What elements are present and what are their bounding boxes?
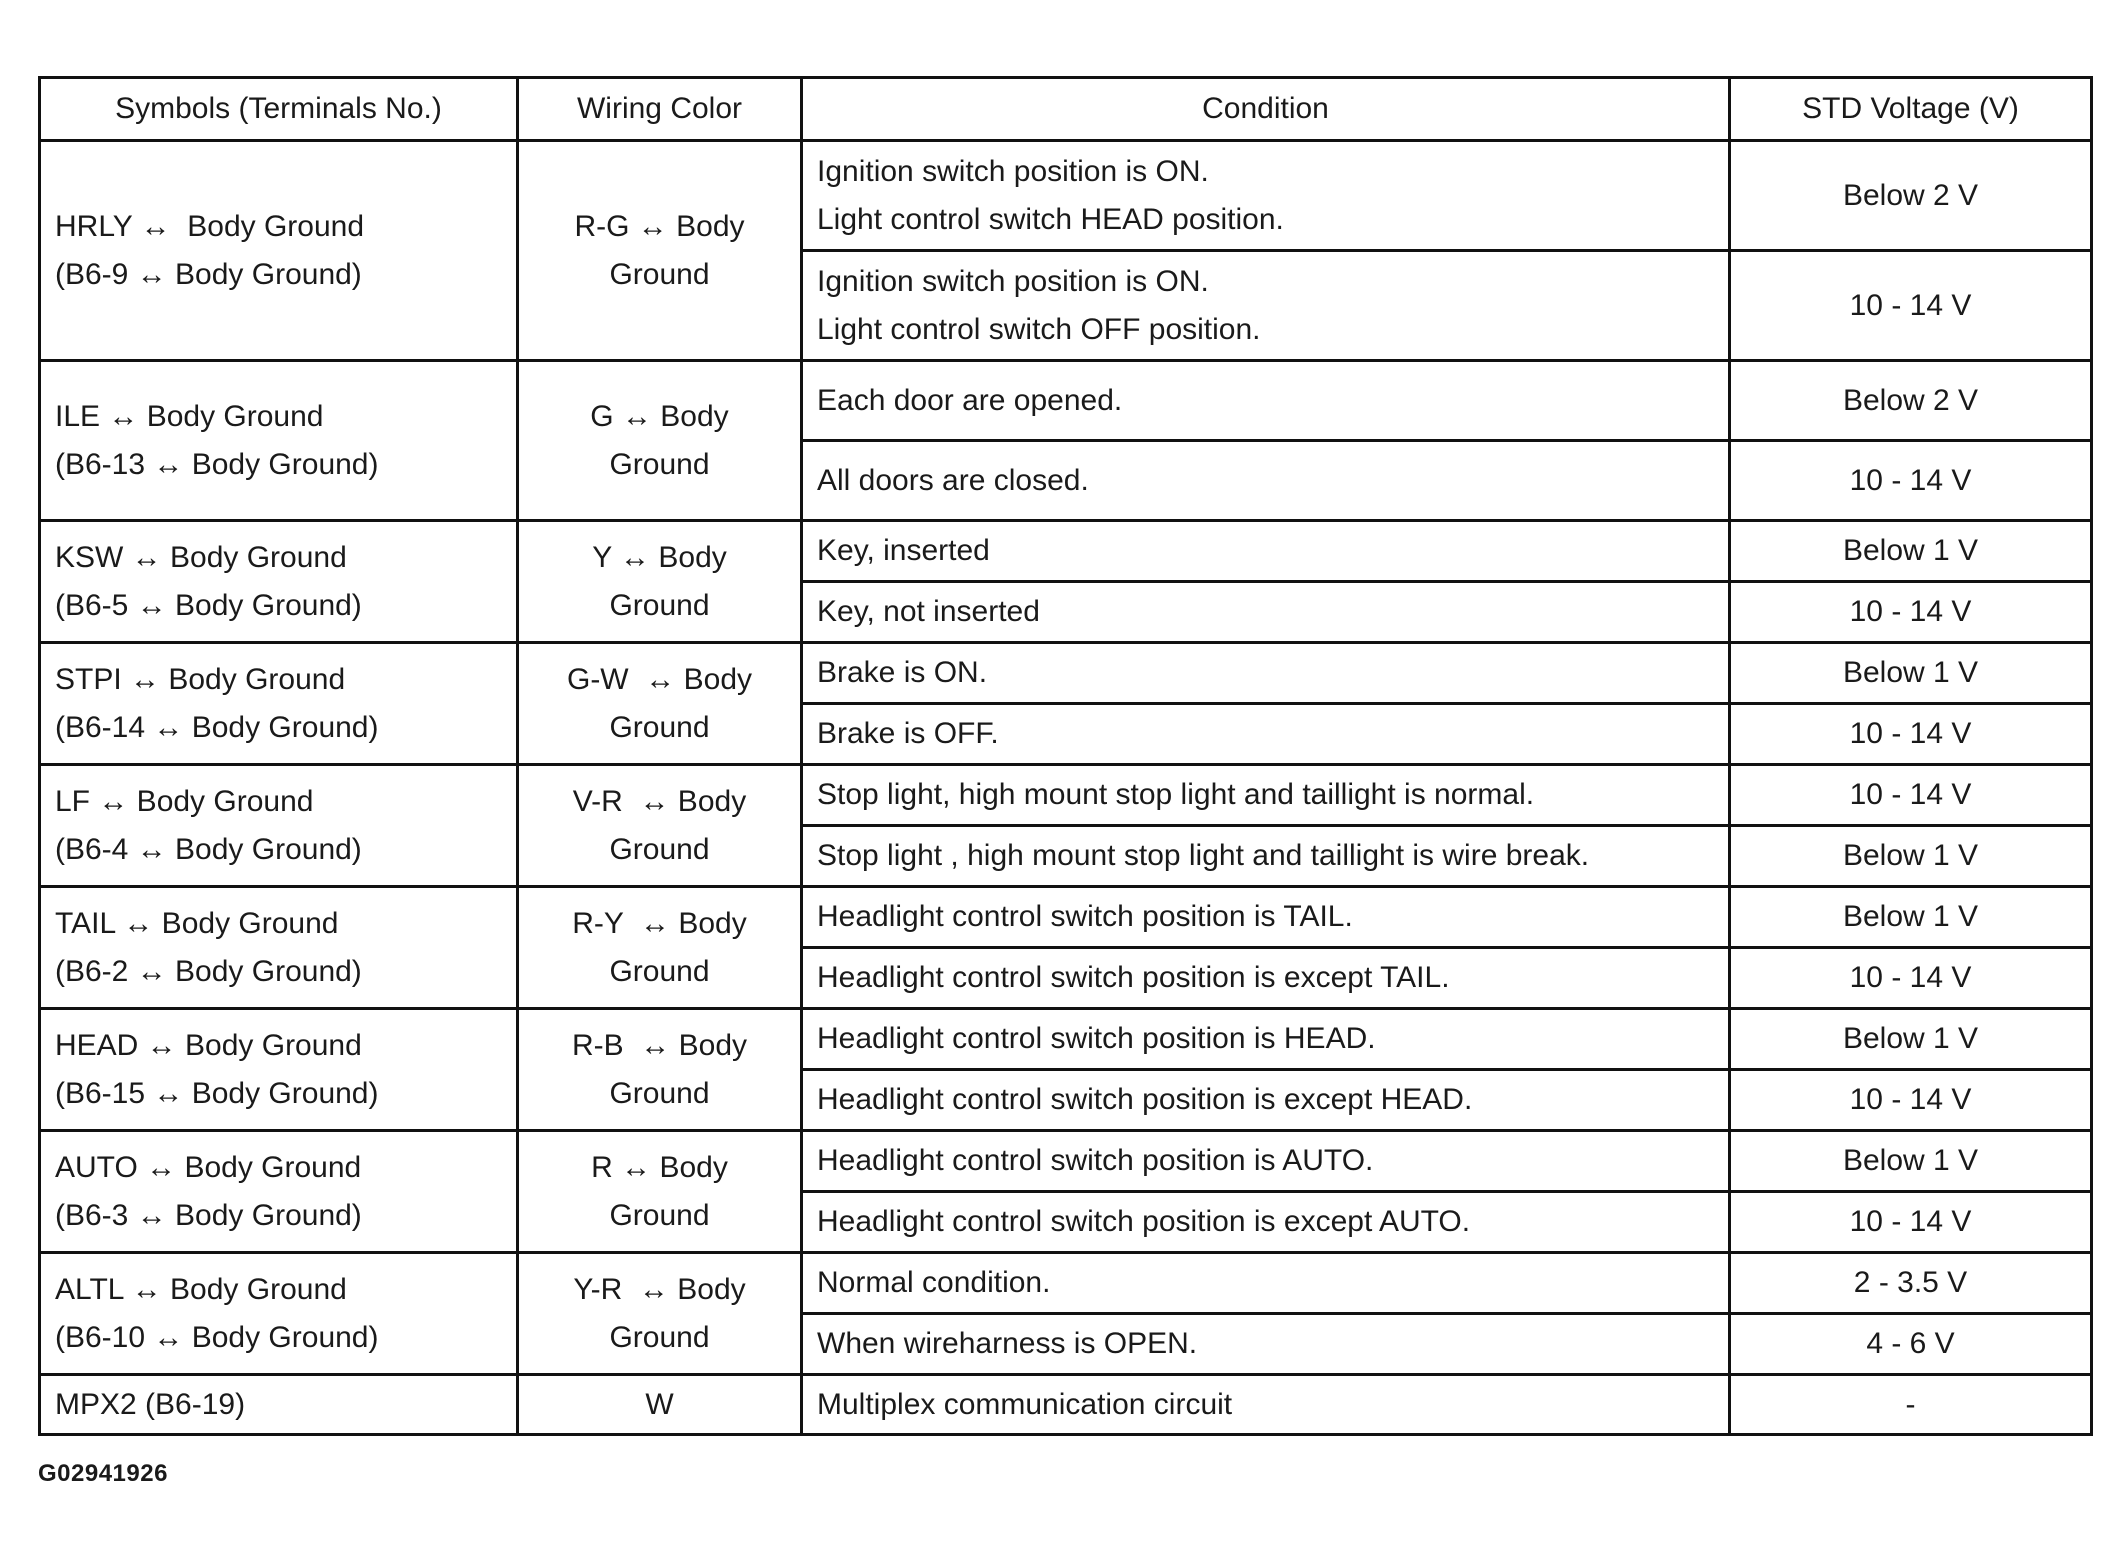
wiring-color-cell	[518, 1375, 802, 1435]
table-row	[40, 1375, 2092, 1435]
wiring-color-label: R-Y ↔ Body	[572, 906, 747, 940]
voltage-value: 10 - 14 V	[1849, 961, 1972, 994]
voltage-value: 10 - 14 V	[1849, 463, 1972, 497]
voltage-value: 2 - 3.5 V	[1853, 1266, 1968, 1299]
symbol-label: STPI ↔ Body Ground	[55, 662, 346, 696]
condition-text: Headlight control switch position is HEAD.	[817, 1022, 1376, 1055]
voltage-cell	[1730, 948, 2092, 1009]
terminal-voltage-table	[38, 76, 2093, 1436]
figure-id: G02941926	[38, 1460, 168, 1487]
voltage-cell	[1730, 887, 2092, 948]
table-row	[40, 887, 2092, 948]
voltage-value: Below 1 V	[1842, 656, 1979, 689]
voltage-cell	[1730, 1131, 2092, 1192]
voltage-cell	[1730, 1253, 2092, 1314]
voltage-value: -	[1905, 1387, 1916, 1421]
voltage-value: Below 1 V	[1842, 1022, 1979, 1055]
terminal-label: (B6-15 ↔ Body Ground)	[55, 1076, 379, 1110]
symbol-label: HEAD ↔ Body Ground	[55, 1028, 362, 1062]
voltage-cell	[1730, 1192, 2092, 1253]
voltage-cell	[1730, 826, 2092, 887]
terminal-label: (B6-10 ↔ Body Ground)	[55, 1320, 379, 1354]
voltage-value: 10 - 14 V	[1849, 778, 1972, 811]
condition-cell	[802, 441, 1730, 521]
table-row	[40, 361, 2092, 441]
voltage-value: 10 - 14 V	[1849, 1205, 1972, 1238]
condition-cell	[802, 1314, 1730, 1375]
symbol-label: KSW ↔ Body Ground	[55, 540, 347, 574]
voltage-value: Below 1 V	[1842, 900, 1979, 933]
condition-cell	[802, 1192, 1730, 1253]
symbol-cell	[40, 1253, 518, 1375]
condition-text: Light control switch HEAD position.	[817, 202, 1284, 236]
wiring-color-cell	[518, 141, 802, 361]
voltage-value: 10 - 14 V	[1849, 288, 1972, 322]
condition-cell	[802, 765, 1730, 826]
wiring-color-label: Y ↔ Body	[592, 540, 727, 574]
condition-text: Brake is OFF.	[817, 717, 999, 750]
wiring-color-cell	[518, 765, 802, 887]
condition-text: Headlight control switch position is AUTO.	[817, 1144, 1374, 1177]
terminal-label: (B6-4 ↔ Body Ground)	[55, 832, 362, 866]
condition-cell	[802, 582, 1730, 643]
wiring-ground-label: Ground	[609, 710, 710, 744]
symbol-cell	[40, 1131, 518, 1253]
condition-cell	[802, 1009, 1730, 1070]
wiring-color-label: G-W ↔ Body	[566, 662, 753, 696]
voltage-cell	[1730, 1375, 2092, 1435]
condition-text: All doors are closed.	[817, 463, 1089, 497]
condition-text: Brake is ON.	[817, 656, 988, 689]
condition-cell	[802, 521, 1730, 582]
voltage-cell	[1730, 1009, 2092, 1070]
condition-text: Multiplex communication circuit	[817, 1387, 1233, 1421]
wiring-color-cell	[518, 1131, 802, 1253]
condition-cell	[802, 141, 1730, 251]
condition-text: Ignition switch position is ON.	[817, 264, 1209, 298]
wiring-color-label: R-G ↔ Body	[574, 209, 745, 243]
voltage-cell	[1730, 251, 2092, 361]
wiring-color-label: W	[645, 1387, 674, 1421]
voltage-cell	[1730, 521, 2092, 582]
condition-text: Normal condition.	[817, 1266, 1051, 1299]
terminal-label: (B6-5 ↔ Body Ground)	[55, 588, 362, 622]
wiring-color-label: G ↔ Body	[590, 399, 729, 433]
voltage-cell	[1730, 643, 2092, 704]
wiring-color-cell	[518, 1253, 802, 1375]
voltage-value: Below 2 V	[1842, 383, 1979, 417]
table-row	[40, 643, 2092, 704]
header-symbols: Symbols (Terminals No.)	[40, 78, 518, 141]
condition-text: Ignition switch position is ON.	[817, 154, 1209, 188]
condition-cell	[802, 643, 1730, 704]
wiring-ground-label: Ground	[609, 954, 710, 988]
symbol-cell	[40, 1009, 518, 1131]
condition-cell	[802, 1253, 1730, 1314]
condition-cell	[802, 887, 1730, 948]
table-body	[40, 141, 2092, 1435]
table-row	[40, 1131, 2092, 1192]
voltage-value: Below 1 V	[1842, 534, 1979, 567]
condition-text: Headlight control switch position is TAIL.	[817, 900, 1353, 933]
condition-cell	[802, 826, 1730, 887]
voltage-value: 10 - 14 V	[1849, 717, 1972, 750]
condition-text: Light control switch OFF position.	[817, 312, 1261, 346]
voltage-cell	[1730, 765, 2092, 826]
condition-cell	[802, 251, 1730, 361]
voltage-cell	[1730, 704, 2092, 765]
condition-cell	[802, 1375, 1730, 1435]
wiring-ground-label: Ground	[609, 588, 710, 622]
voltage-value: Below 2 V	[1842, 178, 1979, 212]
voltage-cell	[1730, 582, 2092, 643]
condition-cell	[802, 704, 1730, 765]
voltage-value: 10 - 14 V	[1849, 1083, 1972, 1116]
condition-text: Stop light , high mount stop light and taillight is wire break.	[817, 839, 1590, 872]
symbol-cell	[40, 887, 518, 1009]
terminal-label: (B6-9 ↔ Body Ground)	[55, 257, 362, 291]
wiring-color-label: R ↔ Body	[591, 1150, 728, 1184]
table-row	[40, 141, 2092, 251]
condition-text: Key, not inserted	[817, 595, 1040, 628]
symbol-label: ILE ↔ Body Ground	[55, 399, 324, 433]
symbol-cell	[40, 361, 518, 521]
wiring-ground-label: Ground	[609, 1320, 710, 1354]
voltage-value: 4 - 6 V	[1866, 1327, 1955, 1360]
voltage-cell	[1730, 141, 2092, 251]
wiring-color-cell	[518, 521, 802, 643]
terminal-label: (B6-13 ↔ Body Ground)	[55, 447, 379, 481]
header-wiring-color: Wiring Color	[518, 78, 802, 141]
condition-cell	[802, 1131, 1730, 1192]
condition-cell	[802, 361, 1730, 441]
header-row	[40, 78, 2092, 141]
table-row	[40, 521, 2092, 582]
wiring-ground-label: Ground	[609, 832, 710, 866]
condition-text: When wireharness is OPEN.	[817, 1327, 1198, 1360]
voltage-cell	[1730, 1070, 2092, 1131]
terminal-label: (B6-14 ↔ Body Ground)	[55, 710, 379, 744]
voltage-value: Below 1 V	[1842, 839, 1979, 872]
condition-text: Headlight control switch position is except AUTO.	[817, 1205, 1471, 1238]
symbol-cell	[40, 643, 518, 765]
symbol-label: ALTL ↔ Body Ground	[55, 1272, 347, 1306]
symbol-label: AUTO ↔ Body Ground	[55, 1150, 362, 1184]
condition-text: Each door are opened.	[817, 383, 1123, 417]
wiring-color-label: R-B ↔ Body	[571, 1028, 748, 1062]
wiring-ground-label: Ground	[609, 1198, 710, 1232]
condition-cell	[802, 1070, 1730, 1131]
symbol-cell	[40, 141, 518, 361]
symbol-cell	[40, 521, 518, 643]
wiring-ground-label: Ground	[609, 1076, 710, 1110]
table-row	[40, 1009, 2092, 1070]
header-std-voltage: STD Voltage (V)	[1730, 78, 2092, 141]
table-row	[40, 1253, 2092, 1314]
condition-text: Key, inserted	[817, 534, 990, 567]
symbol-label: TAIL ↔ Body Ground	[55, 906, 339, 940]
wiring-color-label: Y-R ↔ Body	[573, 1272, 746, 1306]
condition-cell	[802, 948, 1730, 1009]
terminal-label: (B6-2 ↔ Body Ground)	[55, 954, 362, 988]
voltage-value: 10 - 14 V	[1849, 595, 1972, 628]
voltage-cell	[1730, 361, 2092, 441]
wiring-color-label: V-R ↔ Body	[572, 784, 747, 818]
wiring-ground-label: Ground	[609, 447, 710, 481]
condition-text: Headlight control switch position is except HEAD.	[817, 1083, 1473, 1116]
table-row	[40, 765, 2092, 826]
wiring-color-cell	[518, 643, 802, 765]
condition-text: Headlight control switch position is except TAIL.	[817, 961, 1450, 994]
wiring-color-cell	[518, 887, 802, 1009]
symbol-label: MPX2 (B6-19)	[55, 1387, 246, 1421]
terminal-label: (B6-3 ↔ Body Ground)	[55, 1198, 362, 1232]
symbol-cell	[40, 1375, 518, 1435]
symbol-cell	[40, 765, 518, 887]
header-condition: Condition	[802, 78, 1730, 141]
wiring-color-cell	[518, 361, 802, 521]
wiring-ground-label: Ground	[609, 257, 710, 291]
condition-text: Stop light, high mount stop light and taillight is normal.	[817, 778, 1535, 811]
wiring-color-cell	[518, 1009, 802, 1131]
symbol-label: HRLY ↔ Body Ground	[55, 209, 365, 243]
voltage-cell	[1730, 441, 2092, 521]
voltage-cell	[1730, 1314, 2092, 1375]
symbol-label: LF ↔ Body Ground	[55, 784, 314, 818]
voltage-value: Below 1 V	[1842, 1144, 1979, 1177]
